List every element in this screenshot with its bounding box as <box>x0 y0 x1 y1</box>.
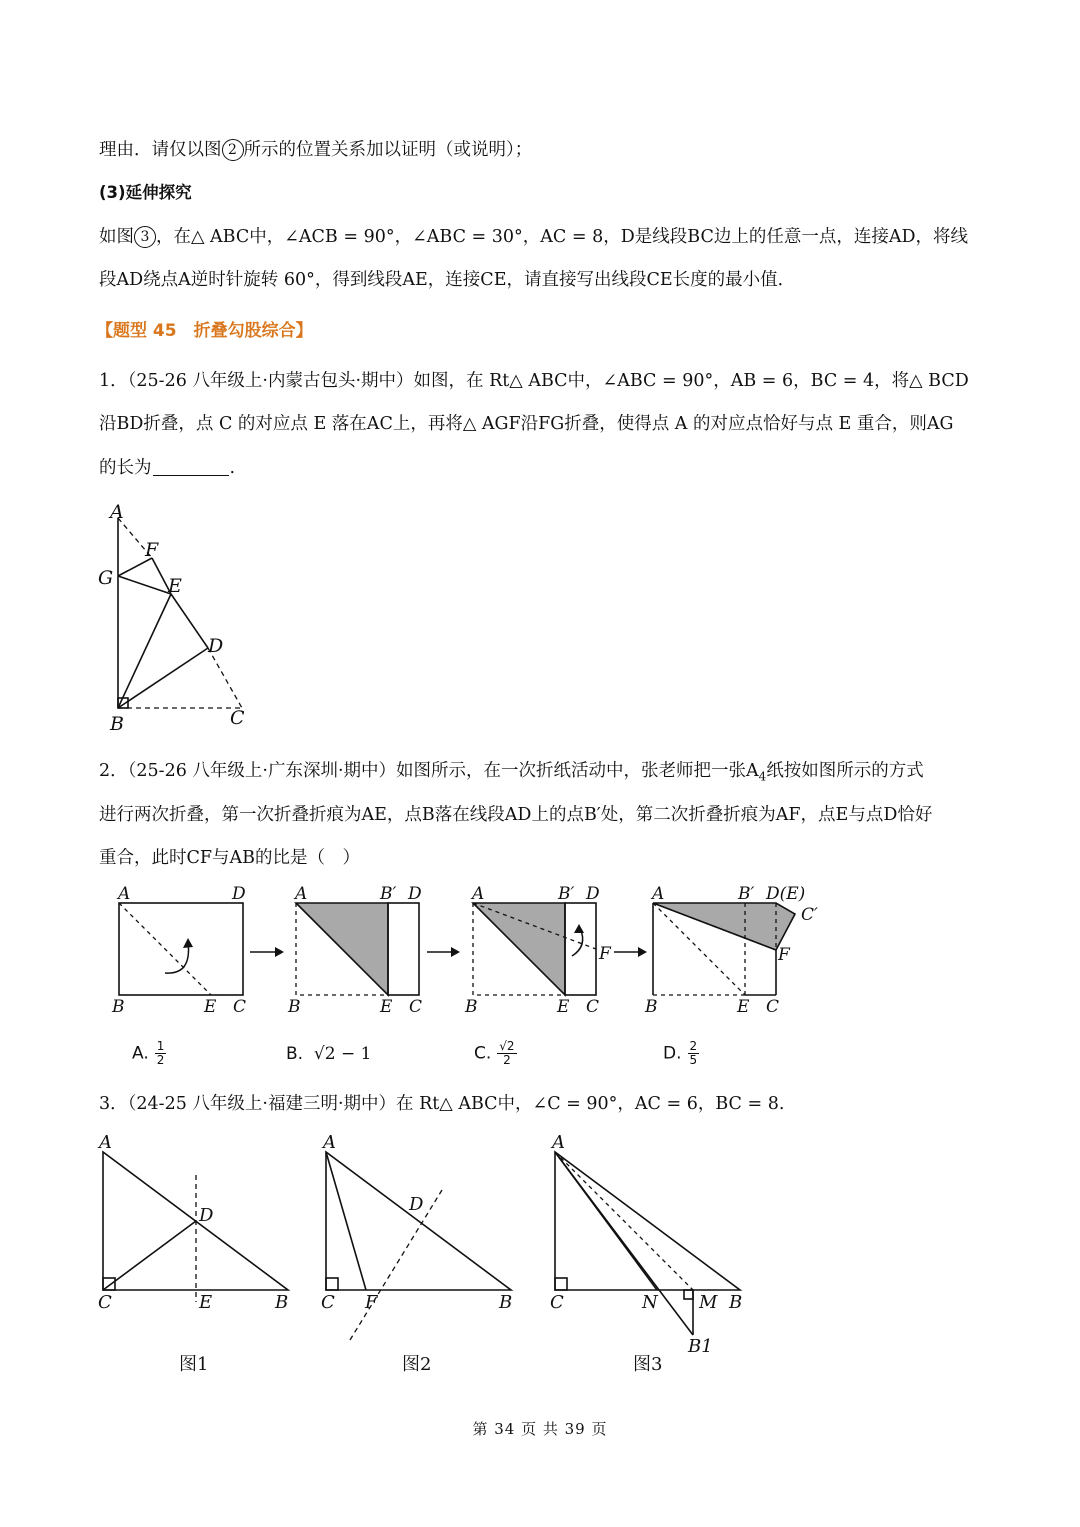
p4-label-bprime: B′ <box>738 884 755 904</box>
p3-label-bprime: B′ <box>558 884 575 904</box>
p4-label-f: F <box>778 945 790 965</box>
q2-panel-4 <box>644 884 818 1017</box>
q2-line-1: 2．（25-26 八年级上·广东深圳·期中）如图所示，在一次折纸活动中，张老师把一张$A_4$纸按如图所示的方式 <box>99 761 924 784</box>
label-f: F <box>145 539 159 561</box>
caption-fig2: 图2 <box>402 1354 432 1375</box>
caption-fig1: 图1 <box>179 1354 209 1375</box>
q3-fig-1 <box>103 1152 288 1302</box>
p2-label-c: C <box>409 997 423 1017</box>
p4-label-de: D(E) <box>766 884 806 904</box>
p2-label-bprime: B′ <box>380 884 397 904</box>
p2-label-e: E <box>380 997 393 1017</box>
q1-line-1: 1．（25-26 八年级上·内蒙古包头·期中）如图，在 Rt△ ABC中，∠ABC = 90°，AB = 6，BC = 4，将△ BCD <box>99 371 969 391</box>
q2-panel-2 <box>287 884 422 1017</box>
p1-label-c: C <box>233 997 247 1017</box>
q3-fig-2 <box>326 1152 511 1340</box>
p4-label-cprime: C′ <box>801 905 818 925</box>
p4-label-b: B <box>645 997 658 1017</box>
p2-label-b: B <box>288 997 301 1017</box>
option-b[interactable]: B. √2 − 1 <box>286 1044 372 1064</box>
circled-number: 2 <box>222 139 244 161</box>
p1-label-b: B <box>112 997 125 1017</box>
q2-panel-1 <box>111 884 246 1017</box>
q2-panel-3 <box>464 884 612 1017</box>
f2-label-c: C <box>321 1292 335 1313</box>
label-a: A <box>110 501 124 523</box>
f2-label-d: D <box>409 1194 424 1215</box>
part3-line-1: 如图 3 ，在△ ABC中，∠ACB = 90°，∠ABC = 30°，AC = 8，D是线段BC边上的任意一点，连接AD，将线 <box>99 227 968 247</box>
f2-label-b: B <box>499 1292 513 1313</box>
f3-label-b1: B1 <box>688 1336 713 1357</box>
arrow-2 <box>427 947 460 957</box>
q2-line-3: 重合，此时CF与AB的比是（ ） <box>99 848 361 868</box>
answer-blank <box>153 457 229 476</box>
p4-label-a: A <box>652 884 665 904</box>
option-a[interactable]: A. $\frac{1}{2}$ <box>132 1039 165 1067</box>
q1-figure <box>90 498 270 738</box>
p1-label-e: E <box>204 997 217 1017</box>
section-title: 【题型 45 折叠勾股综合】 <box>96 321 313 341</box>
label-b: B <box>110 713 124 735</box>
f3-label-b: B <box>729 1292 743 1313</box>
circled-number: 3 <box>134 226 156 248</box>
f3-label-m: M <box>699 1292 718 1313</box>
f1-label-c: C <box>98 1292 112 1313</box>
f3-label-n: N <box>642 1292 658 1313</box>
label-e: E <box>168 575 182 597</box>
intro-line-1: 理由．请仅以图 2 所示的位置关系加以证明（或说明）； <box>99 140 533 160</box>
q1-line-3: 的长为 . <box>99 458 236 478</box>
page-footer: 第 34 页 共 39 页 <box>472 1420 608 1438</box>
p1-label-d: D <box>232 884 246 904</box>
segment-dc-dashed <box>208 648 242 708</box>
segment-ed <box>171 594 208 648</box>
f1-label-b: B <box>275 1292 289 1313</box>
f1-label-e: E <box>199 1292 213 1313</box>
part3-heading: (3)延伸探究 <box>99 183 192 202</box>
p2-label-d: D <box>408 884 422 904</box>
f3-label-c: C <box>550 1292 564 1313</box>
p3-label-e: E <box>557 997 570 1017</box>
p2-label-a: A <box>295 884 308 904</box>
p3-label-c: C <box>586 997 600 1017</box>
part3-line-2: 段AD绕点A逆时针旋转 60°，得到线段AE，连接CE，请直接写出线段CE长度的最小值． <box>99 270 796 290</box>
caption-fig3: 图3 <box>633 1354 663 1375</box>
label-d: D <box>208 635 224 657</box>
p1-label-a: A <box>118 884 131 904</box>
p3-label-a: A <box>472 884 485 904</box>
p3-label-f: F <box>599 944 611 964</box>
q1-line-2: 沿BD折叠，点 C 的对应点 E 落在AC上，再将△ AGF沿FG折叠，使得点 A 的对应点恰好与点 E 重合，则AG <box>99 414 954 434</box>
f1-label-a: A <box>99 1132 112 1153</box>
f2-label-a: A <box>323 1132 336 1153</box>
label-c: C <box>230 707 245 729</box>
q2-line-2: 进行两次折叠，第一次折叠折痕为AE，点B落在线段AD上的点B′处，第二次折叠折痕为AF，点E与点D恰好 <box>99 805 933 825</box>
option-c[interactable]: C. $\frac{√2}{2}$ <box>474 1039 515 1067</box>
f3-label-a: A <box>552 1132 565 1153</box>
p3-label-d: D <box>586 884 600 904</box>
arrow-1 <box>250 947 284 957</box>
f2-label-f: F <box>365 1292 378 1313</box>
label-g: G <box>98 567 114 589</box>
q2-figure <box>100 880 840 1020</box>
p3-label-b: B <box>465 997 478 1017</box>
option-d[interactable]: D. $\frac{2}{5}$ <box>663 1039 698 1067</box>
p4-label-e: E <box>737 997 750 1017</box>
q3-figures <box>95 1130 775 1360</box>
p4-label-c: C <box>766 997 780 1017</box>
q3-line-1: 3．（24-25 八年级上·福建三明·期中）在 Rt△ ABC中，∠C = 90°，AC = 6，BC = 8. <box>99 1094 785 1114</box>
f1-label-d: D <box>199 1205 214 1226</box>
arrow-3 <box>614 947 647 957</box>
